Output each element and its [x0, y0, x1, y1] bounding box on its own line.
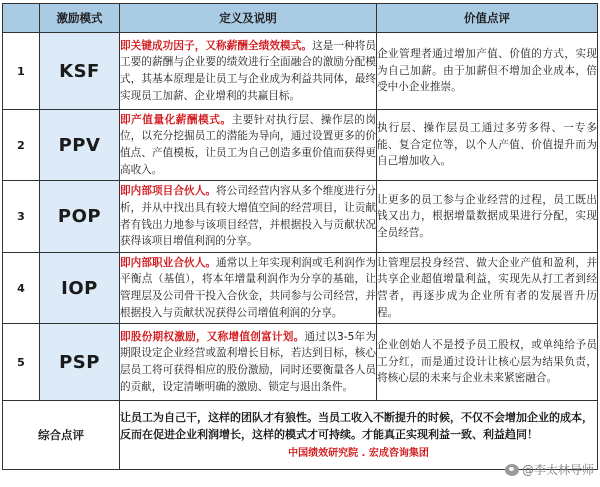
definition-highlight: 即内部项目合伙人。 [120, 185, 217, 198]
definition-highlight: 即产值量化薪酬模式。 [120, 113, 232, 126]
mode-name: PSP [40, 324, 120, 401]
header-row [3, 4, 598, 33]
definition-text: 主要针对执行层、操作层的岗位，以充分挖掘员工的潜能为导向，通过设置更多的价值点、产值模板，让员工为自己创造多重价值而获得更高收入。 [120, 113, 377, 176]
value-comment: 让更多的员工参与企业经营的过程，员工既出钱又出力，根据增量数据成果进行分配，实现全员经营。 [377, 181, 598, 253]
row-number: 3 [3, 181, 40, 253]
row-number: 5 [3, 324, 40, 401]
definition-cell [120, 33, 377, 110]
summary-label: 综合点评 [3, 401, 120, 470]
mode-name: PPV [40, 110, 120, 181]
definition-highlight: 即关键成功因子，又称薪酬全绩效模式。 [120, 39, 313, 52]
definition-highlight: 即内部职业合伙人。 [120, 256, 217, 269]
definition-cell [120, 324, 377, 401]
summary-text: 让员工为自己干，这样的团队才有狼性。当员工收入不断提升的时候，不仅不会增加企业的成本，反而在促进企业利润增长，这样的模式才可持续。才能真正实现利益一致、利益趋同！ [120, 410, 593, 441]
header-index [3, 4, 40, 33]
mode-name: KSF [40, 33, 120, 110]
header-definition: 定义及说明 [120, 4, 377, 33]
table-row [3, 110, 598, 181]
watermark-text: @李太林导师 [521, 463, 594, 477]
weibo-icon [505, 464, 519, 476]
incentive-models-table [2, 3, 598, 470]
value-comment: 企业管理者通过增加产值、价值的方式，实现为自己加薪。由于加薪但不增加企业成本，倍受中小企业推崇。 [377, 33, 598, 110]
table-row [3, 33, 598, 110]
value-comment: 企业创始人不是授予员工股权，或单纯给予员工分红，而是通过设计让核心层为结果负责，将核心层的未来与企业未来紧密融合。 [377, 324, 598, 401]
table-row [3, 181, 598, 253]
definition-highlight: 即股份期权激励，又称增值创富计划。 [120, 330, 305, 343]
table-row [3, 324, 598, 401]
value-comment: 执行层、操作层员工通过多劳多得、一专多能、复合定位等，以个人产值、价值提升而为自己增加收入。 [377, 110, 598, 181]
row-number: 1 [3, 33, 40, 110]
definition-cell [120, 181, 377, 253]
header-value: 价值点评 [377, 4, 598, 33]
row-number: 4 [3, 253, 40, 324]
row-number: 2 [3, 110, 40, 181]
mode-name: POP [40, 181, 120, 253]
definition-cell [120, 110, 377, 181]
watermark [505, 461, 594, 478]
definition-text: 通过以3-5年为期限设定企业经营或盈利增长目标，若达到目标，核心层员工将可获得相应的股份激励，同时还要衡量各人员的贡献，设定清晰明确的激励、锁定与退出条件。 [120, 330, 377, 393]
header-mode: 激励模式 [40, 4, 120, 33]
table-row [3, 253, 598, 324]
definition-cell [120, 253, 377, 324]
mode-name: IOP [40, 253, 120, 324]
summary-cell [120, 401, 598, 470]
definition-text: 这是一种将员工要的薪酬与企业要的绩效进行全面融合的激励分配模式，其基本原理是让员工与企业成为利益共同体，最终实现员工加薪、企业增利的共赢目标。 [120, 39, 377, 102]
value-comment: 让管理层投身经营、做大企业产值和盈利，并共享企业超值增量利益，实现先从打工者到经营者，再逐步成为企业所有者的发展晋升历程。 [377, 253, 598, 324]
summary-row [3, 401, 598, 470]
definition-text: 将公司经营内容从多个维度进行分析，并从中找出具有较大增值空间的经营项目，让贡献者有钱出力地参与该项目经营，并根据投入与贡献状况获得该项目增值利润的分享。 [120, 185, 377, 248]
definition-text: 通常以上年实现利润或毛利润作为平衡点（基值），将本年增量利润作为分享的基础，让管理层及公司骨干投入合伙金，共同参与公司经营，并根据投入与贡献状况获得公司增值利润的分享。 [120, 256, 377, 319]
footer-credit: 中国绩效研究院 . 宏成咨询集团 [288, 447, 429, 459]
